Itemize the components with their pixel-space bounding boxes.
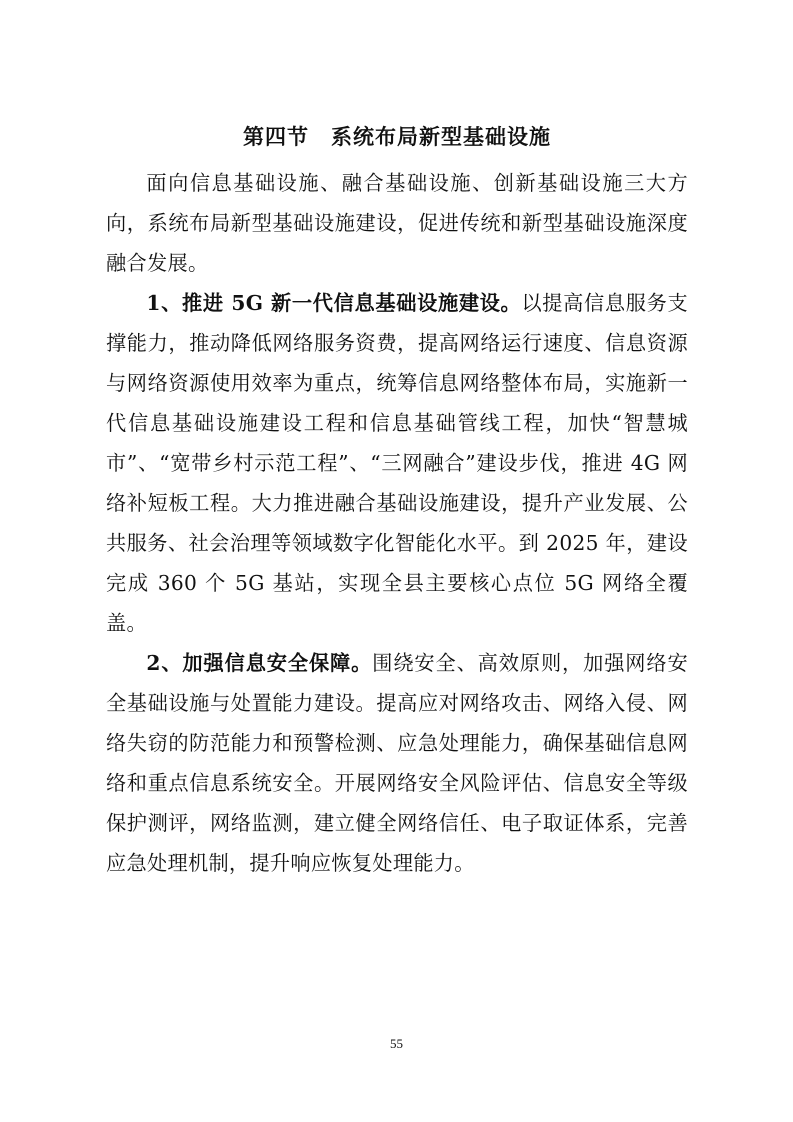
page-number: 55 bbox=[390, 1036, 403, 1051]
page-content bbox=[106, 120, 688, 883]
paragraph-text: 面向信息基础设施、融合基础设施、创新基础设施三大方向，系统布局新型基础设施建设，促进传统和新型基础设施深度融合发展。 bbox=[106, 171, 688, 275]
paragraph-information-security bbox=[106, 643, 688, 883]
paragraph-text: 围绕安全、高效原则，加强网络安全基础设施与处置能力建设。提高应对网络攻击、网络入侵、网络失窃的防范能力和预警检测、应急处理能力，确保基础信息网络和重点信息系统安全。开展网络安全风险评估、信息安全等级保护测评，网络监测，建立健全网络信任、电子取证体系，完善应急处理机制，提升响应恢复处理能力。 bbox=[106, 651, 688, 875]
paragraph-lead: 1、推进 5G 新一代信息基础设施建设。 bbox=[146, 291, 522, 315]
section-title bbox=[106, 120, 688, 154]
section-title-text: 系统布局新型基础设施 bbox=[331, 124, 551, 149]
paragraph-intro bbox=[106, 163, 688, 283]
paragraph-lead: 2、加强信息安全保障。 bbox=[146, 651, 373, 675]
paragraph-5g-infrastructure bbox=[106, 283, 688, 643]
paragraph-text: 以提高信息服务支撑能力，推动降低网络服务资费，提高网络运行速度、信息资源与网络资源使用效率为重点，统筹信息网络整体布局，实施新一代信息基础设施建设工程和信息基础管线工程，加快“智慧城市”、“宽带乡村示范工程”、“三网融合”建设步伐，推进 4G 网络补短板工程。大力推进融合基础设施建设，提升产业发展、公共服务、社会治理等领域数字化智能化水平。到 2025 年，建设完成 360 个 5G 基站，实现全县主要核心点位 5G 网络全覆盖。 bbox=[106, 291, 688, 635]
section-title-prefix: 第四节 bbox=[243, 124, 309, 149]
